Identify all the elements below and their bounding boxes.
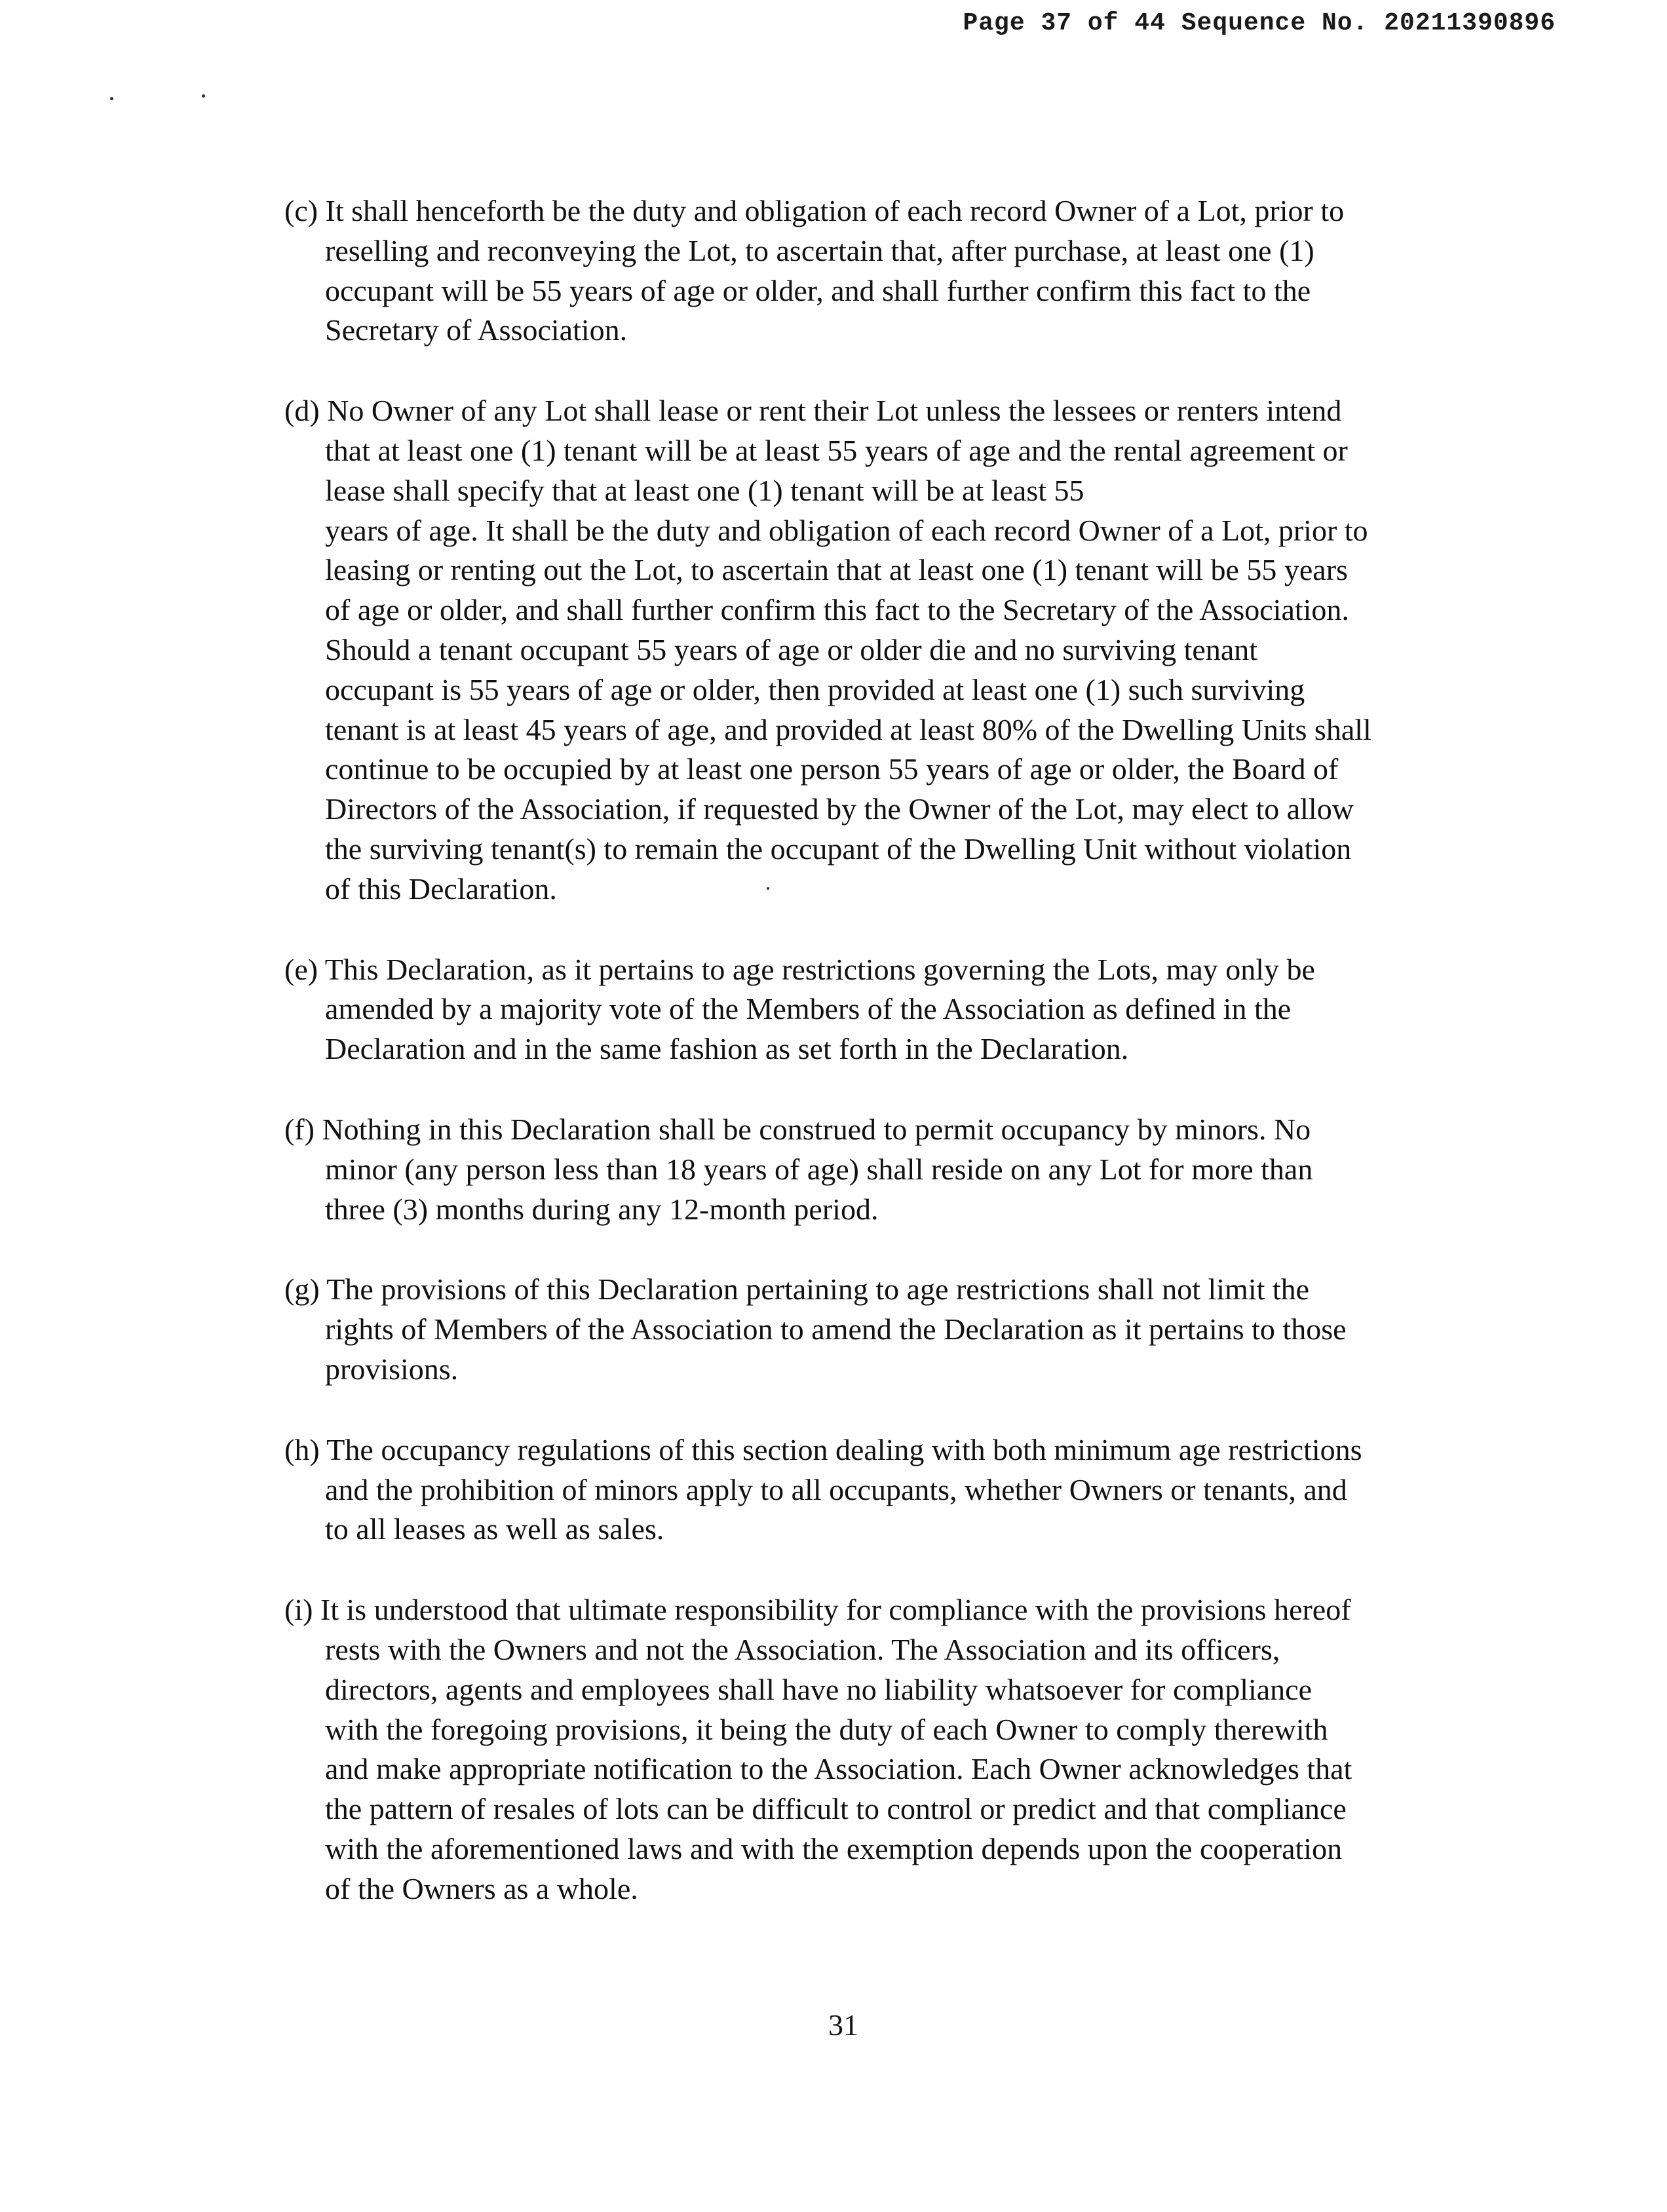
- section-c-line: occupant will be 55 years of age or older, and shall further confirm this fact to the: [325, 273, 1311, 307]
- section-i-line: the pattern of resales of lots can be difficult to control or predict and that compliance: [325, 1792, 1347, 1826]
- section-g-line: rights of Members of the Association to amend the Declaration as it pertains to those: [325, 1312, 1347, 1346]
- section-c-line: Secretary of Association.: [325, 313, 628, 347]
- section-e-line: (e) This Declaration, as it pertains to age restrictions governing the Lots, may only be: [284, 952, 1315, 986]
- section-e-line: Declaration and in the same fashion as set forth in the Declaration.: [325, 1032, 1129, 1066]
- section-d-line: (d) No Owner of any Lot shall lease or rent their Lot unless the lessees or renters intend: [284, 394, 1342, 428]
- section-h-line: (h) The occupancy regulations of this section dealing with both minimum age restrictions: [284, 1432, 1362, 1466]
- section-i-line: directors, agents and employees shall have no liability whatsoever for compliance: [325, 1672, 1313, 1706]
- section-f-line: three (3) months during any 12-month period.: [325, 1192, 879, 1226]
- section-d-line: continue to be occupied by at least one person 55 years of age or older, the Board of: [325, 752, 1339, 786]
- section-g-line: provisions.: [325, 1352, 459, 1386]
- section-c: [284, 191, 1451, 351]
- section-d-line: occupant is 55 years of age or older, then provided at least one (1) such surviving: [325, 672, 1305, 706]
- section-d-line: that at least one (1) tenant will be at least 55 years of age and the rental agreement or: [325, 433, 1348, 467]
- declaration-body: [284, 191, 1451, 1949]
- section-g: [284, 1270, 1451, 1389]
- section-d-line: years of age. It shall be the duty and obligation of each record Owner of a Lot, prior to: [325, 513, 1368, 547]
- section-h-line: to all leases as well as sales.: [325, 1512, 664, 1546]
- section-d-line: of age or older, and shall further confirm this fact to the Secretary of the Association.: [325, 593, 1349, 627]
- section-i-line: rests with the Owners and not the Association. The Association and its officers,: [325, 1632, 1280, 1666]
- section-d-line: the surviving tenant(s) to remain the occupant of the Dwelling Unit without violation: [325, 831, 1352, 866]
- section-d-line: lease shall specify that at least one (1) tenant will be at least 55: [325, 473, 1084, 507]
- section-i-line: of the Owners as a whole.: [325, 1871, 638, 1905]
- section-i-line: and make appropriate notification to the Association. Each Owner acknowledges that: [325, 1752, 1352, 1786]
- section-g-line: (g) The provisions of this Declaration pertaining to age restrictions shall not limit the: [284, 1272, 1310, 1306]
- section-d-line: Should a tenant occupant 55 years of age or older die and no surviving tenant: [325, 632, 1258, 666]
- section-f-line: (f) Nothing in this Declaration shall be construed to permit occupancy by minors. No: [284, 1112, 1311, 1146]
- page-footer: [0, 2008, 1667, 2042]
- section-d-line: tenant is at least 45 years of age, and provided at least 80% of the Dwelling Units shall: [325, 712, 1371, 746]
- section-d-line: of this Declaration.: [325, 871, 557, 906]
- section-c-line: reselling and reconveying the Lot, to ascertain that, after purchase, at least one (1): [325, 233, 1314, 267]
- section-d: [284, 391, 1451, 909]
- section-e: [284, 950, 1451, 1069]
- section-h: [284, 1430, 1451, 1550]
- page-sequence-stamp: Page 37 of 44 Sequence No. 20211390896: [963, 9, 1556, 37]
- section-f-line: minor (any person less than 18 years of age) shall reside on any Lot for more than: [325, 1152, 1313, 1186]
- section-c-line: (c) It shall henceforth be the duty and obligation of each record Owner of a Lot, prior to: [284, 194, 1345, 227]
- section-i: [284, 1590, 1451, 1909]
- scan-speck: [202, 94, 205, 98]
- section-d-line: leasing or renting out the Lot, to ascertain that at least one (1) tenant will be 55 years: [325, 553, 1348, 587]
- section-e-line: amended by a majority vote of the Members of the Association as defined in the: [325, 992, 1292, 1026]
- section-i-line: with the aforementioned laws and with the exemption depends upon the cooperation: [325, 1831, 1343, 1865]
- section-f: [284, 1110, 1451, 1229]
- page-number: 31: [828, 2008, 858, 2042]
- scan-speck: [110, 97, 113, 100]
- section-i-line: with the foregoing provisions, it being the duty of each Owner to comply therewith: [325, 1712, 1328, 1746]
- section-h-line: and the prohibition of minors apply to all occupants, whether Owners or tenants, and: [325, 1472, 1347, 1506]
- section-i-line: (i) It is understood that ultimate responsibility for compliance with the provisions hereof: [284, 1593, 1351, 1627]
- section-d-line: Directors of the Association, if requested by the Owner of the Lot, may elect to allow: [325, 792, 1354, 826]
